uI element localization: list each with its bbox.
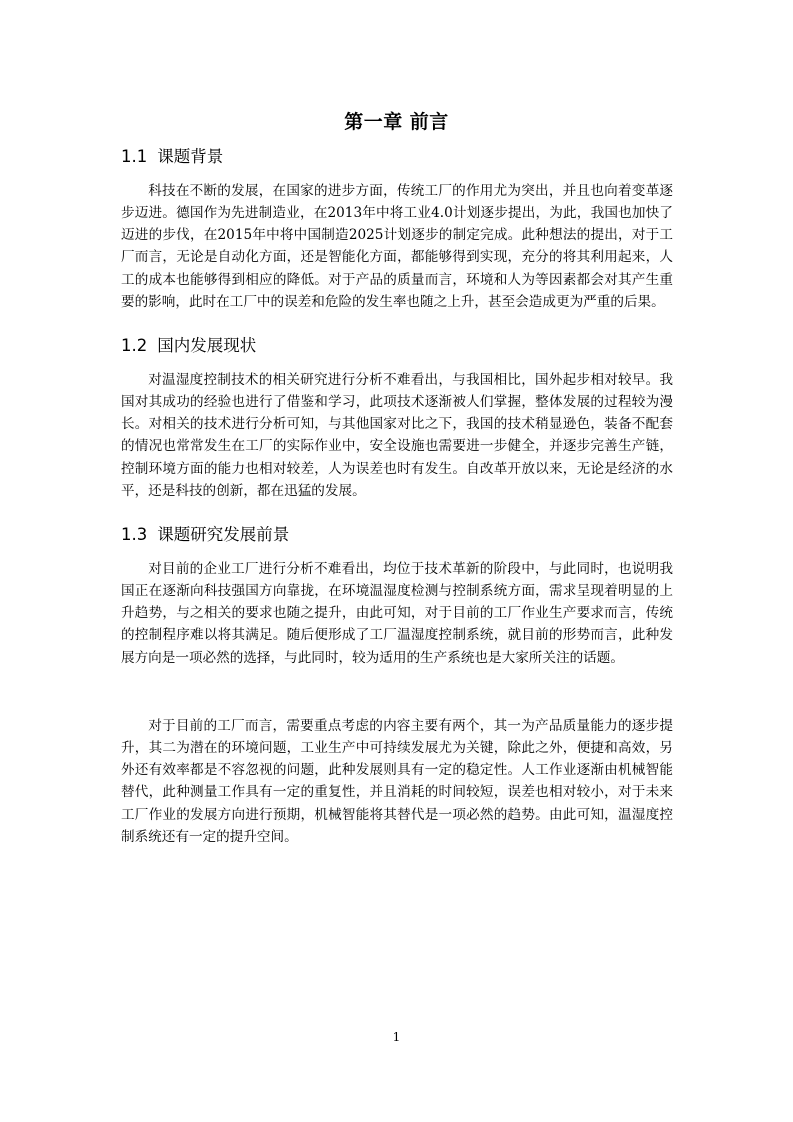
section-heading-1-3 — [121, 524, 681, 546]
paragraph: 对于目前的工厂而言，需要重点考虑的内容主要有两个，其一为产品质量能力的逐步提升，其二为潜在的环境问题，工业生产中可持续发展尤为关键，除此之外，便捷和高效，另外还有效率都是不容忽视的问题，此种发展则具有一定的稳定性。人工作业逐渐由机械智能替代，此种测量工作具有一定的重复性，并且消耗的时间较短，误差也相对较小，对于未来工厂作业的发展方向进行预期，机械智能将其替代是一项必然的趋势。由此可知，温湿度控制系统还有一定的提升空间。 — [121, 717, 673, 846]
section-title: 国内发展现状 — [157, 336, 257, 355]
page-number: 1 — [392, 1030, 401, 1044]
section-title: 课题研究发展前景 — [157, 525, 290, 544]
section-heading-1-2 — [121, 335, 681, 357]
section-title: 课题背景 — [157, 147, 224, 166]
chapter-title: 第一章 前言 — [344, 111, 449, 133]
paragraph: 对温湿度控制技术的相关研究进行分析不难看出，与我国相比，国外起步相对较早。我国对其成功的经验也进行了借鉴和学习，此项技术逐渐被人们掌握，整体发展的过程较为漫长。对相关的技术进行分析可知，与其他国家对比之下，我国的技术稍显逊色，装备不配套的情况也常常发生在工厂的实际作业中，安全设施也需要进一步健全，并逐步完善生产链，控制环境方面的能力也相对较差，人为误差也时有发生。自改革开放以来，无论是经济的水平，还是科技的创新，都在迅猛的发展。 — [121, 371, 673, 500]
paragraph: 对目前的企业工厂进行分析不难看出，均位于技术革新的阶段中，与此同时，也说明我国正在逐渐向科技强国方向靠拢，在环境温湿度检测与控制系统方面，需求呈现着明显的上升趋势，与之相关的要求也随之提升，由此可知，对于目前的工厂作业生产要求而言，传统的控制程序难以将其满足。随后便形成了工厂温湿度控制系统，就目前的形势而言，此种发展方向是一项必然的选择，与此同时，较为适用的生产系统也是大家所关注的话题。 — [121, 560, 673, 666]
section-number: 1.3 — [121, 525, 148, 544]
section-heading-1-1 — [121, 146, 681, 168]
paragraph: 科技在不断的发展，在国家的进步方面，传统工厂的作用尤为突出，并且也向着变革逐步迈进。德国作为先进制造业，在2013年中将工业4.0计划逐步提出，为此，我国也加快了迈进的步伐，在2015年中将中国制造2025计划逐步的制定完成。此种想法的提出，对于工厂而言，无论是自动化方面，还是智能化方面，都能够得到实现，充分的将其利用起来，人工的成本也能够得到相应的降低。对于产品的质量而言，环境和人为等因素都会对其产生重要的影响，此时在工厂中的误差和危险的发生率也随之上升，甚至会造成更为严重的后果。 — [121, 182, 673, 311]
section-number: 1.1 — [121, 147, 148, 166]
section-number: 1.2 — [121, 336, 148, 355]
